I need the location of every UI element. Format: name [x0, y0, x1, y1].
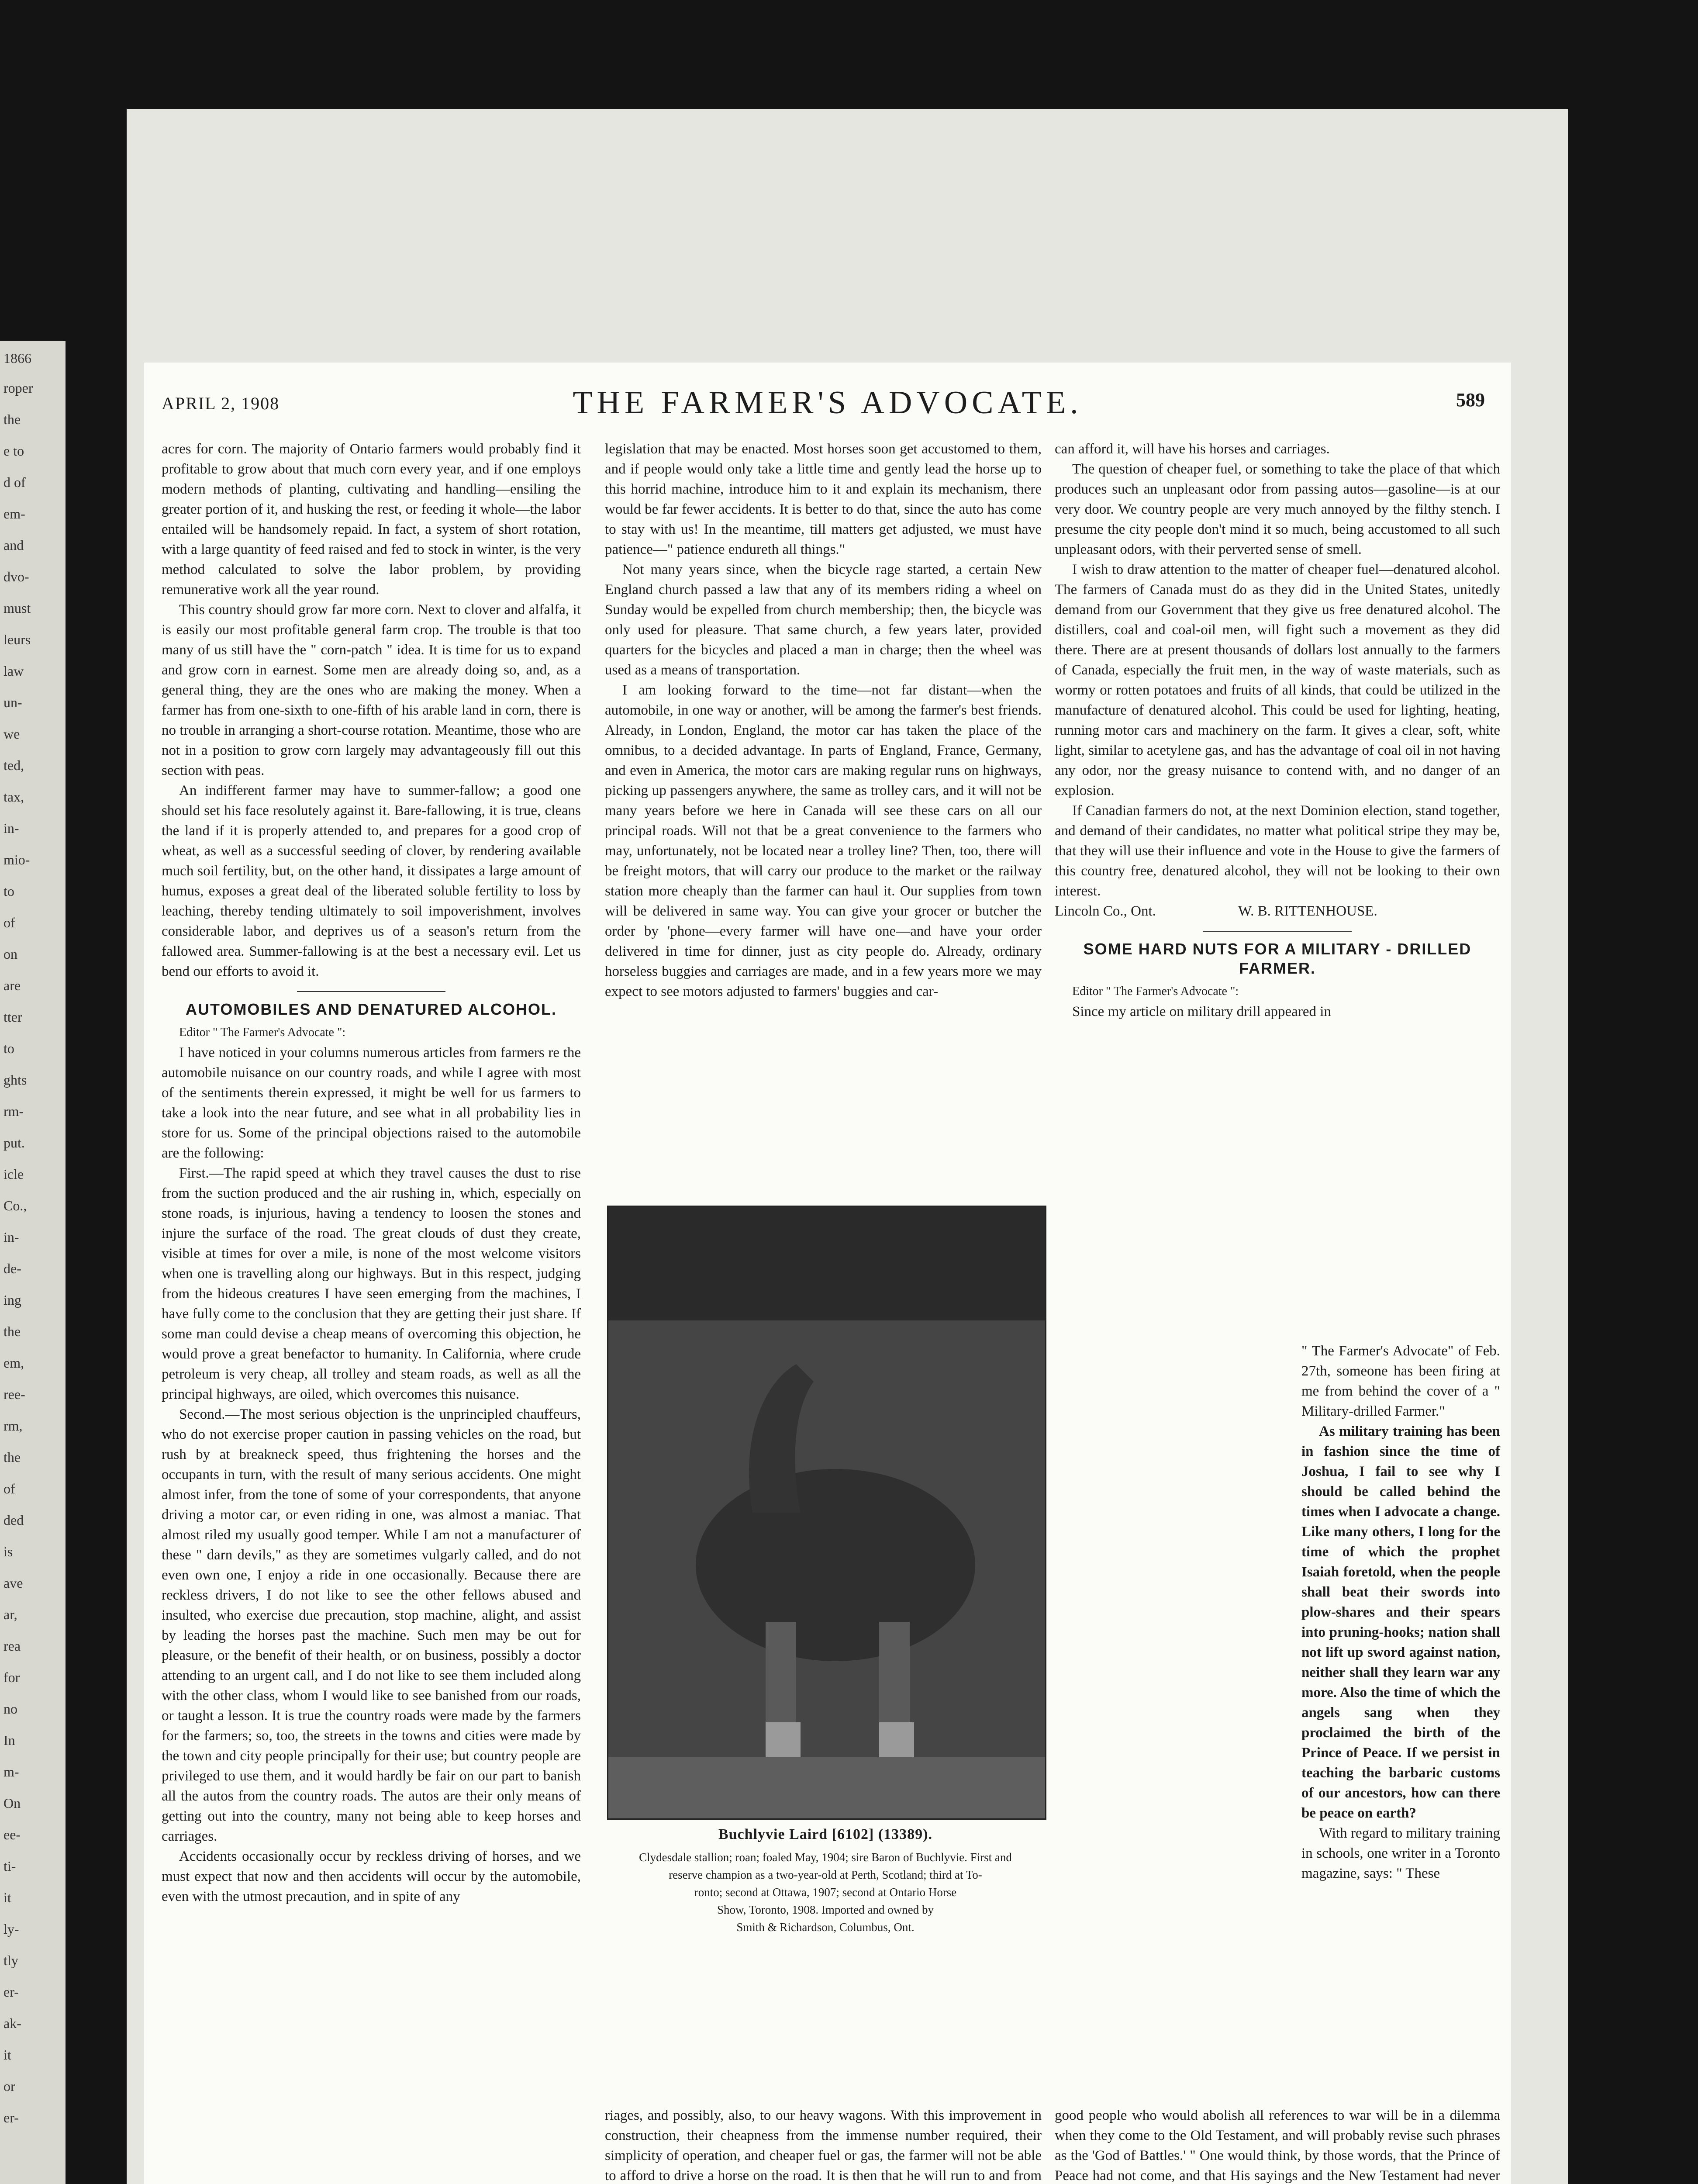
left-page-fragment: dvo-	[3, 569, 29, 584]
left-page-fragment: no	[3, 1701, 17, 1717]
left-page-fragment: em-	[3, 506, 25, 522]
paragraph: Second.—The most serious objection is the unprincipled chauffeurs, who do not exercise proper caution in passing vehicles on the road, but rush by at breakneck speed, thus frightening the horses and the occupants in turn, with the result of many serious accidents. One might almost infer, from the tone of some of your correspondents, that anyone driving a motor car, or even riding in one, was almost a maniac. That almost riled my usually good temper. While I am not a manufacturer of these " darn devils," as they are sometimes vulgarly called, and do not even own one, I enjoy a ride in one occasionally. Because there are reckless drivers, I do not like to see the other fellows abused and insulted, who exercise due precaution, stop machine, alight, and assist by leading the horses past the machine. Such men may be out for pleasure, or the benefit of their health, or on business, possibly a doctor attending to an urgent call, and I do not like to see them included along with the other class, whom I would like to see banished from our roads, or taught a lesson. It is true the country roads were made by the farmers for the farmers; so, too, the streets in the towns and cities were made by the town and city people principally for their use; but country people are privileged to use them, and it would hardly be fair on our part to banish all the autos from the country roads. The autos are their only means of getting out into the country, many not being able to keep horses and carriages.	[162, 1406, 581, 1844]
column-2-bottom	[605, 2105, 1042, 2184]
editor-line: Editor " The Farmer's Advocate ":	[179, 1026, 346, 1039]
left-page-fragment: ak-	[3, 2015, 21, 2031]
paragraph: An indifferent farmer may have to summer-fallow; a good one should set his face resolutely against it. Bare-fallowing, it is true, cleans the land if it is properly attended to, and prepares for a good crop of wheat, as well as a successful seeding of clover, by rendering available much soil fertility, but, on the other hand, it dissipates a large amount of humus, exposes a great deal of the liberated soluble fertility to loss by leaching, thereby tending ultimately to soil impoverishment, involves considerable labor, and deprives us of a season's return from the fallowed area. Summer-fallowing is at the best a necessary evil. Let us bend our efforts to avoid it.	[162, 783, 581, 979]
left-page-fragment: rea	[3, 1638, 21, 1654]
left-page-fragment: d of	[3, 474, 26, 490]
left-page-fragment: of	[3, 1481, 15, 1496]
caption-title: Buchlyvie Laird [6102] (13389).	[718, 1826, 932, 1842]
article-heading: AUTOMOBILES AND DENATURED ALCOHOL.	[186, 1000, 557, 1018]
left-page-fragment: must	[3, 600, 31, 616]
column-3-bottom	[1055, 2105, 1500, 2184]
article-heading: SOME HARD NUTS FOR A MILITARY - DRILLED FARMER.	[1083, 940, 1472, 977]
paragraph: This country should grow far more corn. Next to clover and alfalfa, it is easily our most profitable general farm crop. The trouble is that too many of us still have the " corn-patch " idea. It is time for us to expand and grow corn in earnest. Some men are already doing so, and, as a general thing, they are the ones who are making the money. When a farmer has from one-sixth to one-fifth of his arable land in corn, there is no trouble in arranging a short-course rotation. Meantime, those who are not in a position to grow corn largely may advantageously fill out this section with peas.	[162, 602, 581, 778]
left-page-fragment: roper	[3, 380, 33, 396]
left-page-fragment: of	[3, 915, 15, 930]
left-page-fragment: er-	[3, 2110, 19, 2125]
left-page-fragment: are	[3, 978, 21, 993]
photo-caption	[607, 1826, 1044, 1936]
paragraph: acres for corn. The majority of Ontario farmers would probably find it profitable to grow about that much corn every year, and if one employs modern methods of planting, cultivating and handling—ensiling the greater portion of it, and husking the rest, or feeding it whole—the labor entailed will be handsomely repaid. In fact, a system of short rotation, with a large quantity of feed raised and fed to stock in winter, is the very method calculated to solve the labor problem, by providing remunerative work all the year round.	[162, 441, 581, 598]
left-page-fragment: In	[3, 1732, 15, 1748]
caption-line: Clydesdale stallion; roan; foaled May, 1904; sire Baron of Buchlyvie. First and	[639, 1851, 1012, 1864]
page-number: 589	[1456, 389, 1485, 411]
left-page-fragment: law	[3, 663, 24, 679]
left-page-fragment: we	[3, 726, 20, 742]
paragraph: The question of cheaper fuel, or something to take the place of that which produces such an unpleasant odor from passing autos—gasoline—is at our very door. We country people are very much annoyed by the filthy stench. I presume the city people don't mind it so much, being accustomed to all such unpleasant odors, with their perverted sense of smell.	[1055, 461, 1500, 557]
left-page-fragment: ti-	[3, 1858, 16, 1874]
paragraph: With regard to military training in schools, one writer in a Toronto magazine, says: " These	[1301, 1825, 1500, 1881]
left-page-fragment: tly	[3, 1952, 18, 1968]
left-page-fragment: on	[3, 946, 17, 962]
paragraph: " The Farmer's Advocate" of Feb. 27th, someone has been firing at me from behind the cover of a " Military-drilled Farmer."	[1301, 1343, 1500, 1419]
left-page-fragment: the	[3, 1449, 21, 1465]
left-page-fragment: e to	[3, 443, 24, 459]
left-page-fragment: for	[3, 1669, 20, 1685]
left-page-fragment: in-	[3, 1229, 19, 1245]
left-page-fragment: un-	[3, 695, 22, 710]
bold-paragraph: As military training has been in fashion since the time of Joshua, I fail to see why I should be called behind the times when I advocate a change. Like many others, I long for the time of which the prophet Isaiah foretold, when the people shall beat their swords into plow-shares and their spears into pruning-hooks; nation shall not lift up sword against nation, neither shall they learn war any more. Also the time of which the angels sang when they proclaimed the birth of the Prince of Peace. If we persist in teaching the barbaric customs of our ancestors, how can there be peace on earth?	[1301, 1424, 1500, 1821]
left-page-fragment: ave	[3, 1575, 23, 1591]
paragraph: First.—The rapid speed at which they travel causes the dust to rise from the suction produced and the air rushing in, which, especially on stone roads, is injurious, having a tendency to loosen the stones and injure the surface of the road. The great clouds of dust they create, visible at times for over a mile, is none of the most welcome visitors when one is travelling along our highways. But in this respect, judging from the hideous creatures I have seen emerging from the machines, I have fully come to the conclusion that they are getting their just share. If some man could devise a cheap means of overcoming this objection, he would prove a great benefactor to humanity. In California, where crude petroleum is very cheap, all trolley and steam roads, as well as all the principal highways, are oiled, which overcomes this nuisance.	[162, 1165, 581, 1402]
left-page-fragment: ly-	[3, 1921, 19, 1937]
paragraph: Accidents occasionally occur by reckless driving of horses, and we must expect that now and then accidents will occur by the automobile, even with the utmost precaution, and in spite of any	[162, 1849, 581, 1904]
paragraph: Since my article on military drill appeared in	[1072, 1004, 1331, 1019]
blank-cutout	[1055, 1341, 1293, 2092]
left-page-fragment: ree-	[3, 1386, 25, 1402]
left-page-fragment: is	[3, 1544, 13, 1559]
left-page-fragment: ar,	[3, 1607, 17, 1622]
paragraph: riages, and possibly, also, to our heavy wagons. With this improvement in construction, their cheapness from the immense number required, their simplicity of operation, and cheaper fuel or gas, the farmer will not be able to afford to drive a horse on the road. It is then that he will run to and from	[605, 2108, 1042, 2184]
paragraph: I have noticed in your columns numerous articles from farmers re the automobile nuisance on our country roads, and while I agree with most of the sentiments therein expressed, it might be well for us farmers to take a look into the near future, and see what in all probability lies in store for us. Some of the principal objections raised to the automobile are the following:	[162, 1045, 581, 1161]
paragraph: If Canadian farmers do not, at the next Dominion election, stand together, and demand of their candidates, no matter what political stripe they may be, that they will use their influence and vote in the House to give the farmers of this country free, denatured alcohol, they will not be looking to their own interest.	[1055, 803, 1500, 899]
paragraph: can afford it, will have his horses and carriages.	[1055, 441, 1330, 457]
caption-line: Smith & Richardson, Columbus, Ont.	[736, 1921, 915, 1934]
left-page-fragment: de-	[3, 1261, 21, 1276]
left-page-fragment: rm,	[3, 1418, 23, 1434]
paragraph: legislation that may be enacted. Most horses soon get accustomed to them, and if people would only take a little time and gently lead the horse up to this horrid machine, introduce him to it and explain its mechanism, there would be far fewer accidents. It is better to do that, since the auto has come to stay with us! In the meantime, till matters get adjusted, we must have patience—" patience endureth all things."	[605, 441, 1042, 557]
left-page-fragment: to	[3, 1040, 14, 1056]
horse-image	[608, 1207, 1045, 1818]
page-header	[144, 363, 1511, 432]
left-page-fragment: ghts	[3, 1072, 27, 1088]
caption-line: ronto; second at Ottawa, 1907; second at Ontario Horse	[694, 1886, 957, 1899]
editor-line: Editor " The Farmer's Advocate ":	[1072, 985, 1239, 998]
narrow-column	[1301, 1341, 1500, 1883]
left-page-fragment: icle	[3, 1166, 24, 1182]
column-2	[605, 439, 1042, 1002]
left-page-fragment: the	[3, 411, 21, 427]
left-page-fragment: tter	[3, 1009, 22, 1025]
column-1	[162, 439, 581, 1907]
left-page-fragment: in-	[3, 820, 19, 836]
left-page-fragment: or	[3, 2078, 15, 2094]
paragraph: good people who would abolish all references to war will be in a dilemma when they come to the Old Testament, and will probably revise such phrases as the 'God of Battles.' " One would think, by those words, that the Prince of Peace had not come, and that His sayings and the New Testament had never	[1055, 2108, 1500, 2184]
left-page-fragment: rm-	[3, 1103, 24, 1119]
publication-title: THE FARMER'S ADVOCATE.	[573, 385, 1083, 421]
left-page-fragment: er-	[3, 1984, 19, 2000]
adjacent-page-edge	[0, 341, 66, 2184]
left-page-fragment: mio-	[3, 852, 30, 867]
left-page-fragment: it	[3, 1890, 11, 1905]
left-page-fragment: ing	[3, 1292, 21, 1308]
left-page-fragment: Co.,	[3, 1198, 27, 1213]
left-page-number: 1866	[3, 350, 31, 366]
left-page-fragment: put.	[3, 1135, 25, 1151]
left-page-fragment: ee-	[3, 1827, 21, 1842]
left-page-fragment: ded	[3, 1512, 24, 1528]
left-page-fragment: it	[3, 2047, 11, 2063]
paragraph: I am looking forward to the time—not far distant—when the automobile, in one way or another, will be among the farmer's best friends. Already, in London, England, the motor car has taken the place of the omnibus, to a decided advantage. In parts of England, France, Germany, and even in America, the motor cars are making regular runs on highways, picking up passengers anywhere, the same as trolley cars, and it will not be many years before we here in Canada will see these cars on all our principal roads. Will not that be a great convenience to the farmers who may, unfortunately, not be located near a trolley line? Then, too, there will be freight motors, that will carry our produce to the market or the railway station more cheaply than the farmer can haul it. Our supplies from town will be delivered in same way. You can give your grocer or butcher the order by 'phone—every farmer will have one—and have your order delivered in time for dinner, just as city people do. Already, ordinary horseless buggies and carriages are made, and in a few years more we may expect to see motors adjusted to farmers' buggies and car-	[605, 682, 1042, 999]
signature-name: W. B. RITTENHOUSE.	[1238, 903, 1377, 919]
signature-line	[1055, 901, 1500, 921]
signature-place: Lincoln Co., Ont.	[1055, 903, 1156, 919]
issue-date: APRIL 2, 1908	[162, 394, 280, 413]
newspaper-page	[144, 363, 1511, 2184]
left-page-fragment: to	[3, 883, 14, 899]
left-page-fragment: ted,	[3, 757, 24, 773]
paragraph: Not many years since, when the bicycle rage started, a certain New England church passed a law that any of its members riding a wheel on Sunday would be expelled from church membership; then, the bicycle was only used for pleasure. That same church, a few years later, provided quarters for the bicycles and placed a man in charge; then the wheel was used as a means of transportation.	[605, 562, 1042, 678]
left-page-fragment: On	[3, 1795, 21, 1811]
column-3	[1055, 439, 1500, 1022]
left-page-fragment: m-	[3, 1764, 19, 1780]
left-page-fragment: and	[3, 537, 24, 553]
left-page-fragment: tax,	[3, 789, 24, 805]
caption-line: reserve champion as a two-year-old at Perth, Scotland; third at To-	[669, 1868, 982, 1881]
left-page-fragment: leurs	[3, 632, 31, 647]
stallion-photograph	[607, 1206, 1046, 1820]
caption-line: Show, Toronto, 1908. Imported and owned by	[717, 1903, 934, 1916]
section-divider	[1203, 931, 1352, 932]
left-page-fragment: the	[3, 1324, 21, 1339]
section-divider	[297, 991, 445, 992]
left-page-fragment: em,	[3, 1355, 24, 1371]
paragraph: I wish to draw attention to the matter of cheaper fuel—denatured alcohol. The farmers of Canada must do as they did in the United States, unitedly demand from our Government that they give us free denatured alcohol. The distillers, coal and coal-oil men, will fight such a movement as they did there. There are at present thousands of dollars lost annually to the farmers of Canada, especially the fruit men, in the way of waste materials, such as wormy or rotten potatoes and fruits of all kinds, that could be utilized in the manufacture of denatured alcohol. This could be used for lighting, heating, running motor cars and machinery on the farm. It gives a clear, soft, white light, similar to acetylene gas, and has the advantage of coal oil in not having any odor, nor the greasy nuisance to contend with, and no danger of an explosion.	[1055, 562, 1500, 798]
